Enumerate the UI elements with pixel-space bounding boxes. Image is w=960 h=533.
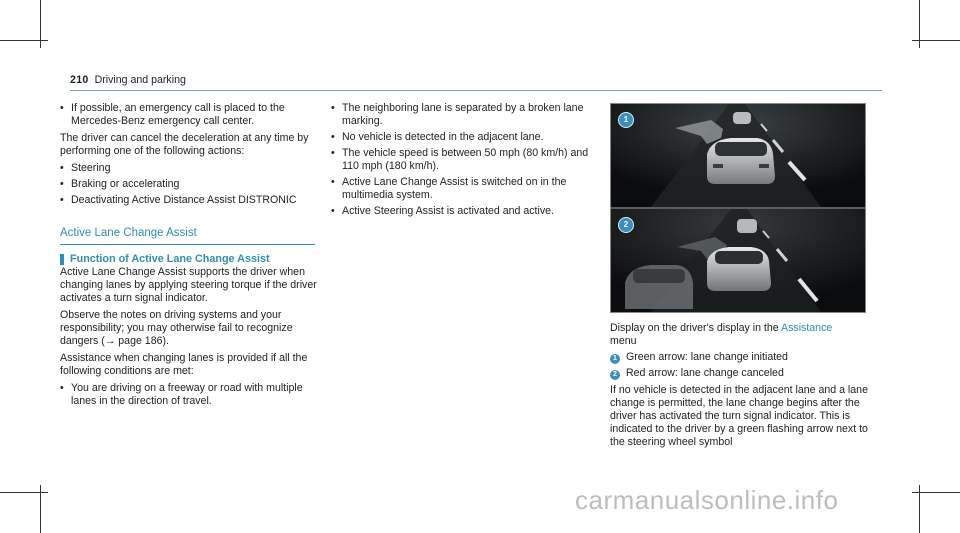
crop-mark — [912, 492, 960, 493]
page-number: 210 — [70, 74, 89, 86]
caption-intro — [610, 322, 882, 348]
conditions-list-continued — [331, 102, 593, 218]
conditions-list — [60, 382, 328, 408]
marker-2: 2 — [610, 370, 620, 380]
paragraph-function: Active Lane Change Assist supports the driver when changing lanes by applying steering torque if the driver activates a turn signal indicator. — [60, 266, 317, 304]
paragraph-observe — [60, 309, 328, 348]
caption-item-2-text: Red arrow: lane change canceled — [626, 367, 784, 379]
caption-item-2 — [610, 367, 882, 380]
list-item: • The neighboring lane is separated by a broken lane marking. — [331, 102, 593, 128]
marker-1: 1 — [618, 112, 634, 128]
crop-mark — [0, 40, 48, 41]
list-item: • No vehicle is detected in the adjacent lane. — [331, 131, 593, 144]
actions-list — [60, 162, 328, 207]
section-heading: Active Lane Change Assist — [60, 227, 315, 245]
emergency-list — [60, 102, 328, 128]
road-scene-1 — [611, 104, 865, 207]
column-left — [60, 102, 328, 412]
panel-lane-change-canceled — [611, 209, 865, 312]
caption-item-1 — [610, 351, 882, 364]
driver-display-illustration — [610, 103, 866, 313]
section-title: Driving and parking — [94, 74, 186, 86]
marker-2: 2 — [618, 217, 634, 233]
caption-intro-text: Display on the driver's display in the — [610, 322, 782, 334]
caption-intro-suffix: menu — [610, 335, 637, 347]
list-item: • Active Lane Change Assist is switched on in the multimedia system. — [331, 176, 593, 202]
caption-paragraph: If no vehicle is detected in the adjacent lane and a lane change is permitted, the lane change begins after the driver has activated the turn signal indicator. This is indicated to the driver by a green flashing arrow next to the steering wheel symbol — [610, 384, 868, 448]
crop-mark — [0, 492, 48, 493]
watermark: carmanualsonline.info — [575, 485, 839, 515]
list-item: • Braking or accelerating — [60, 178, 328, 191]
list-item: • If possible, an emergency call is placed to the Mercedes-Benz emergency call center. — [60, 102, 328, 128]
subsection-heading: Function of Active Lane Change Assist — [60, 253, 328, 266]
caption-item-1-text: Green arrow: lane change initiated — [626, 351, 788, 363]
figure-caption — [610, 322, 882, 452]
list-item: • Active Steering Assist is activated and active. — [331, 205, 593, 218]
assistance-menu-link[interactable]: Assistance — [781, 322, 833, 334]
list-item: • Deactivating Active Distance Assist DISTRONIC — [60, 194, 328, 207]
observe-text[interactable]: Observe the notes on driving systems and your responsibility; you may otherwise fail to recognize dangers (→ page 186). — [60, 309, 293, 347]
column-middle — [331, 102, 593, 222]
paragraph-assistance: Assistance when changing lanes is provided if all the following conditions are met: — [60, 352, 308, 377]
paragraph-cancel: The driver can cancel the deceleration at any time by performing one of the following actions: — [60, 132, 309, 157]
page-header — [70, 74, 186, 87]
crop-mark — [912, 40, 960, 41]
marker-1: 1 — [610, 354, 620, 364]
list-item: • You are driving on a freeway or road with multiple lanes in the direction of travel. — [60, 382, 328, 408]
header-rule — [70, 90, 882, 91]
panel-lane-change-initiated — [611, 104, 865, 207]
road-scene-2 — [611, 209, 865, 312]
list-item: • The vehicle speed is between 50 mph (80 km/h) and 110 mph (180 km/h). — [331, 147, 593, 173]
list-item: • Steering — [60, 162, 328, 175]
